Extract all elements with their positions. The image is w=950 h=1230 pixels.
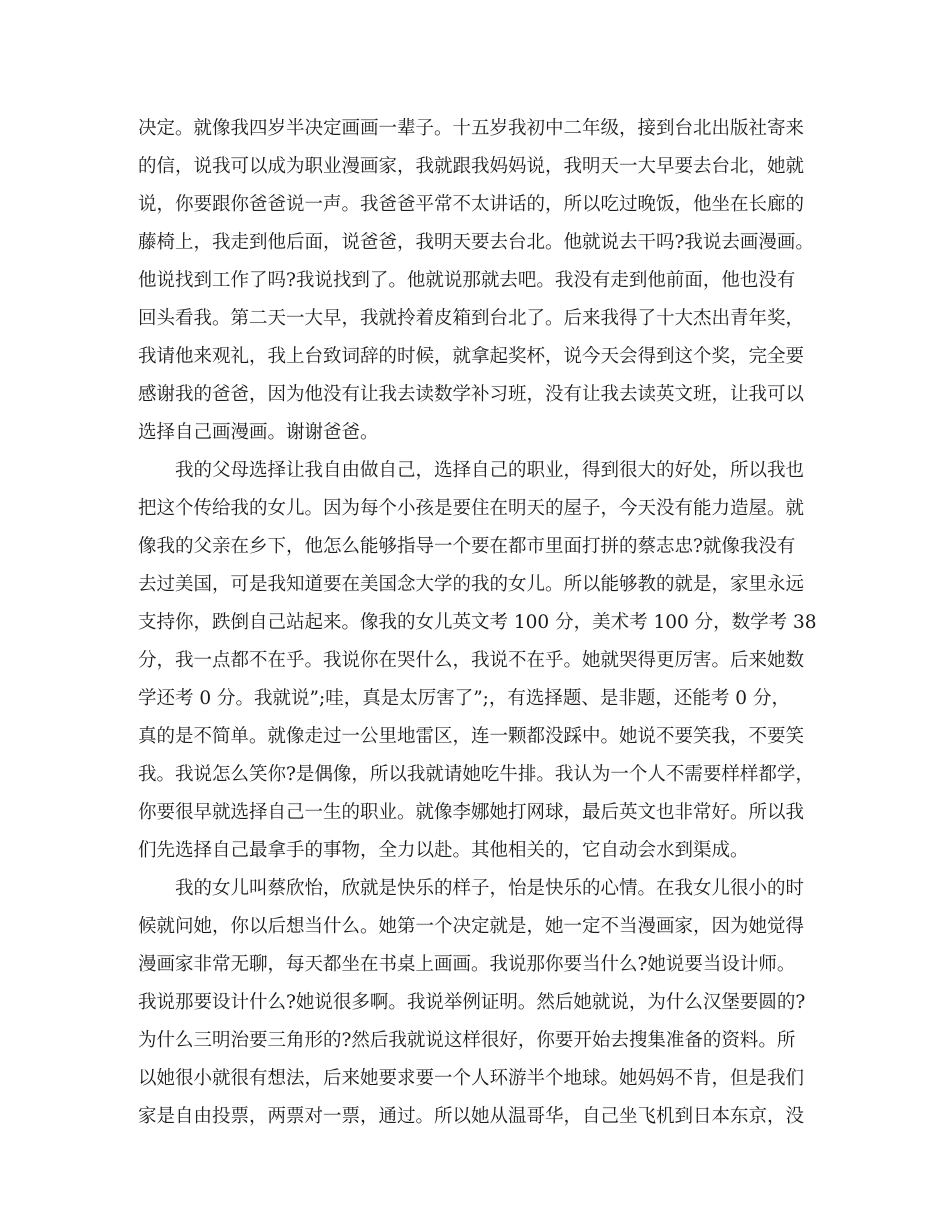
text-line: 我。我说怎么笑你?是偶像，所以我就请她吃牛排。我认为一个人不需要样样都学， — [138, 764, 814, 785]
document-body — [138, 110, 818, 1136]
text-line: 分，我一点都不在乎。我说你在哭什么，我说不在乎。她就哭得更厉害。后来她数 — [138, 650, 805, 671]
text-line: 以她很小就很有想法，后来她要求要一个人环游半个地球。她妈妈不肯，但是我们 — [138, 1068, 805, 1089]
text-line: 感谢我的爸爸，因为他没有让我去读数学补习班，没有让我去读英文班，让我可以 — [138, 384, 805, 405]
text-line: 漫画家非常无聊，每天都坐在书桌上画画。我说那你要当什么?她说要当设计师。 — [138, 954, 796, 975]
text-line: 像我的父亲在乡下，他怎么能够指导一个要在都市里面打拼的蔡志忠?就像我没有 — [138, 536, 796, 557]
text-line: 你要很早就选择自己一生的职业。就像李娜她打网球，最后英文也非常好。所以我 — [138, 802, 805, 823]
text-line: 把这个传给我的女儿。因为每个小孩是要住在明天的屋子，今天没有能力造屋。就 — [138, 498, 805, 519]
text-line: 决定。就像我四岁半决定画画一辈子。十五岁我初中二年级，接到台北出版社寄来 — [138, 118, 805, 139]
text-line: 家是自由投票，两票对一票，通过。所以她从温哥华，自己坐飞机到日本东京，没 — [138, 1106, 805, 1127]
paragraph-3 — [138, 870, 818, 1136]
text-line-first: 我的父母选择让我自由做自己，选择自己的职业，得到很大的好处，所以我也 — [175, 460, 805, 481]
paragraph-1 — [138, 110, 818, 452]
text-line: 们先选择自己最拿手的事物，全力以赴。其他相关的，它自动会水到渠成。 — [138, 840, 749, 861]
text-line: 去过美国，可是我知道要在美国念大学的我的女儿。所以能够教的就是，家里永远 — [138, 574, 805, 595]
text-line: 候就问她，你以后想当什么。她第一个决定就是，她一定不当漫画家，因为她觉得 — [138, 916, 805, 937]
text-line: 我请他来观礼，我上台致词辞的时候，就拿起奖杯，说今天会得到这个奖，完全要 — [138, 346, 805, 367]
text-line: 的信，说我可以成为职业漫画家，我就跟我妈妈说，我明天一大早要去台北，她就 — [138, 156, 805, 177]
text-line: 真的是不简单。就像走过一公里地雷区，连一颗都没踩中。她说不要笑我，不要笑 — [138, 726, 805, 747]
text-line: 选择自己画漫画。谢谢爸爸。 — [138, 422, 379, 443]
text-line-first: 我的女儿叫蔡欣怡，欣就是快乐的样子，怡是快乐的心情。在我女儿很小的时 — [175, 878, 805, 899]
text-line: 学还考 0 分。我就说”;哇，真是太厉害了”;，有选择题、是非题，还能考 0 分， — [138, 688, 790, 709]
text-line: 他说找到工作了吗?我说找到了。他就说那就去吧。我没有走到他前面，他也没有 — [138, 270, 796, 291]
text-line: 支持你，跌倒自己站起来。像我的女儿英文考 100 分，美术考 100 分，数学考 38 — [138, 612, 817, 633]
text-line: 为什么三明治要三角形的?然后我就说这样很好，你要开始去搜集准备的资料。所 — [138, 1030, 796, 1051]
text-line: 藤椅上，我走到他后面，说爸爸，我明天要去台北。他就说去干吗?我说去画漫画。 — [138, 232, 814, 253]
text-line: 回头看我。第二天一大早，我就拎着皮箱到台北了。后来我得了十大杰出青年奖， — [138, 308, 805, 329]
paragraph-2 — [138, 452, 818, 870]
text-line: 说，你要跟你爸爸说一声。我爸爸平常不太讲话的，所以吃过晚饭，他坐在长廊的 — [138, 194, 805, 215]
text-line: 我说那要设计什么?她说很多啊。我说举例证明。然后她就说，为什么汉堡要圆的? — [138, 992, 806, 1013]
